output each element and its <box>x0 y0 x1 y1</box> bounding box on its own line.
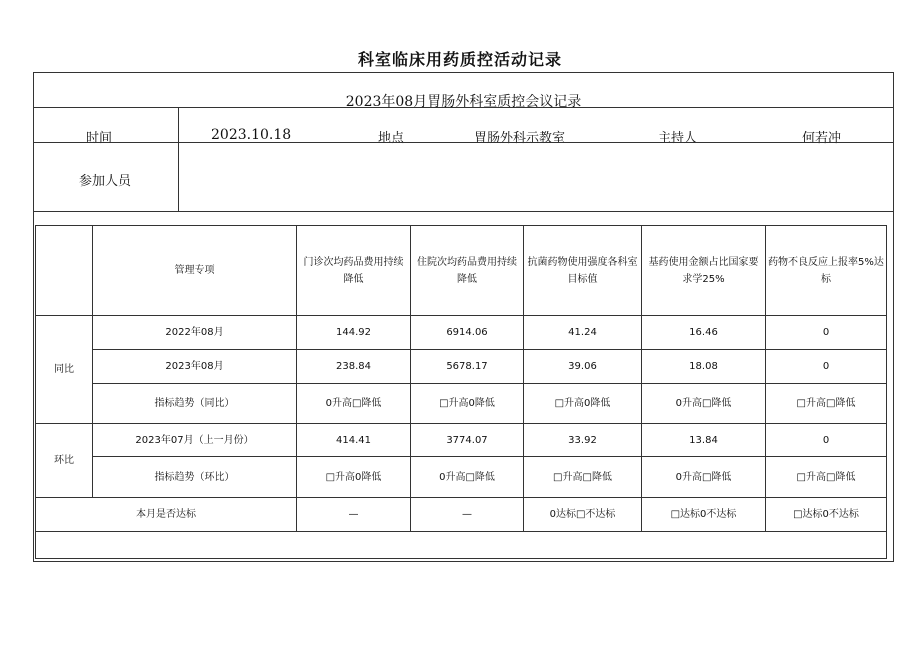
row-label: 2023年08月 <box>93 350 297 384</box>
table-cell: 0 <box>766 424 887 457</box>
table-row <box>36 384 887 424</box>
compliance-cell: □达标0不达标 <box>766 498 887 532</box>
row-label: 指标趋势（环比） <box>93 457 297 498</box>
table-cell: 6914.06 <box>411 316 524 350</box>
table-cell: 41.24 <box>524 316 642 350</box>
table-cell: 414.41 <box>297 424 411 457</box>
header-essential-drug-ratio: 基药使用金额占比国家要求学25% <box>642 226 766 316</box>
table-cell: 144.92 <box>297 316 411 350</box>
trend-checkbox-cell: □升高0降低 <box>411 384 524 424</box>
place-value: 胃肠外科示教室 <box>474 131 566 146</box>
time-value: 2023.10.18 <box>211 127 292 143</box>
table-row <box>36 424 887 457</box>
document-title: 科室临床用药质控活动记录 <box>357 50 562 69</box>
table-cell: 0 <box>766 350 887 384</box>
table-cell: 0 <box>766 316 887 350</box>
table-cell: 16.46 <box>642 316 766 350</box>
trend-checkbox-cell: □升高0降低 <box>297 457 411 498</box>
table-row <box>36 457 887 498</box>
header-item: 管理专项 <box>93 226 297 316</box>
table-row-empty <box>36 532 887 559</box>
compliance-cell: — <box>297 498 411 532</box>
table-row <box>36 350 887 384</box>
table-row <box>36 498 887 532</box>
table-header-row <box>36 226 887 316</box>
table-cell: 238.84 <box>297 350 411 384</box>
indicator-table <box>35 225 887 559</box>
host-value: 何若冲 <box>802 131 842 146</box>
mom-group-label: 环比 <box>36 424 93 498</box>
compliance-cell: 0达标□不达标 <box>524 498 642 532</box>
table-cell: 33.92 <box>524 424 642 457</box>
time-label: 时间 <box>86 131 113 146</box>
trend-checkbox-cell: □升高0降低 <box>524 384 642 424</box>
compliance-label: 本月是否达标 <box>36 498 297 532</box>
table-cell: 13.84 <box>642 424 766 457</box>
row-label: 2023年07月（上一月份） <box>93 424 297 457</box>
table-row <box>36 316 887 350</box>
header-antibiotic-intensity: 抗菌药物使用强度各科室目标值 <box>524 226 642 316</box>
divider <box>34 211 893 212</box>
record-form <box>33 72 894 562</box>
attendees-label: 参加人员 <box>79 174 132 189</box>
header-inpatient-cost: 住院次均药品费用持续降低 <box>411 226 524 316</box>
trend-checkbox-cell: □升高□降低 <box>766 457 887 498</box>
row-label: 2022年08月 <box>93 316 297 350</box>
table-cell: 3774.07 <box>411 424 524 457</box>
divider <box>34 142 893 143</box>
row-label: 指标趋势（同比） <box>93 384 297 424</box>
trend-checkbox-cell: □升高□降低 <box>524 457 642 498</box>
trend-checkbox-cell: 0升高□降低 <box>411 457 524 498</box>
column-divider <box>178 108 179 212</box>
blank-cell <box>36 532 887 559</box>
table-cell: 18.08 <box>642 350 766 384</box>
host-label: 主持人 <box>658 131 698 146</box>
trend-checkbox-cell: 0升高□降低 <box>642 457 766 498</box>
yoy-group-label: 同比 <box>36 316 93 424</box>
header-outpatient-cost: 门诊次均药品费用持续降低 <box>297 226 411 316</box>
table-cell: 39.06 <box>524 350 642 384</box>
compliance-cell: □达标0不达标 <box>642 498 766 532</box>
table-cell: 5678.17 <box>411 350 524 384</box>
header-corner-cell <box>36 226 93 316</box>
trend-checkbox-cell: □升高□降低 <box>766 384 887 424</box>
trend-checkbox-cell: 0升高□降低 <box>297 384 411 424</box>
trend-checkbox-cell: 0升高□降低 <box>642 384 766 424</box>
compliance-cell: — <box>411 498 524 532</box>
header-adr-report-rate: 药物不良反应上报率5%达标 <box>766 226 887 316</box>
divider <box>34 107 893 108</box>
place-label: 地点 <box>378 131 405 146</box>
meeting-heading: 2023年08月胃肠外科室质控会议记录 <box>345 94 582 110</box>
